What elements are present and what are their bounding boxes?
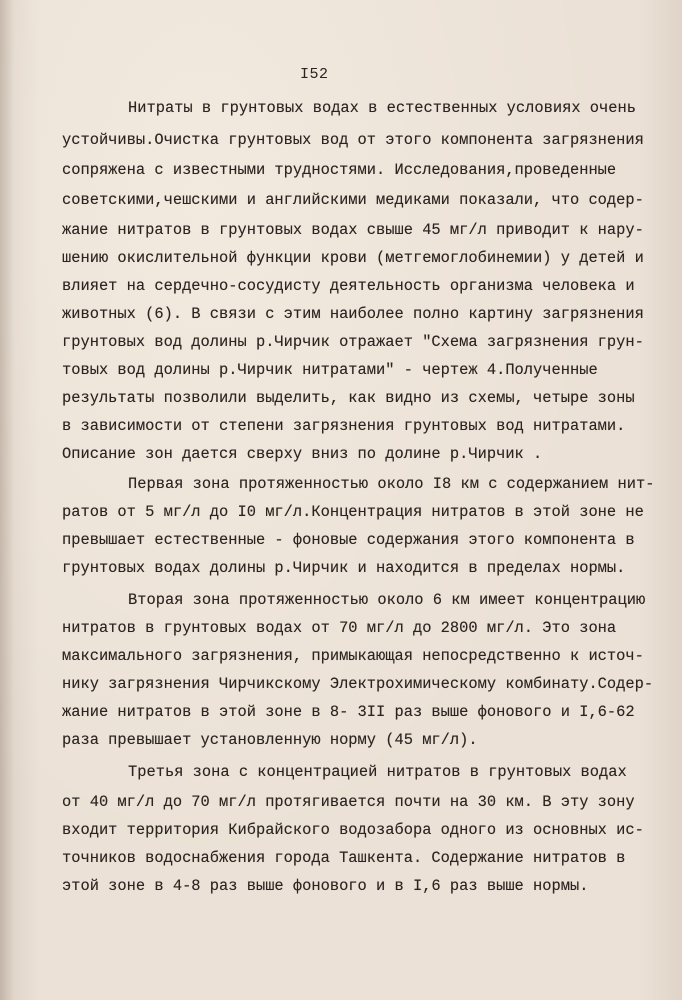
text-line: входит территория Кибрайского водозабора одного из основных ис- — [62, 821, 644, 839]
text-line: грунтовых водах долины р.Чирчик и находится в пределах нормы. — [62, 559, 626, 577]
text-line: жание нитратов в этой зоне в 8- 3II раз выше фонового и I,6-62 — [62, 703, 635, 721]
text-line: в зависимости от степени загрязнения грунтовых вод нитратами. — [62, 417, 626, 435]
text-line: шению окислительной функции крови (метгемоглобинемии) у детей и — [62, 249, 644, 267]
text-line: Третья зона с концентрацией нитратов в грунтовых водах — [128, 763, 627, 781]
text-line: Описание зон дается сверху вниз по долине р.Чирчик . — [62, 445, 543, 463]
text-line: Первая зона протяженностью около I8 км с содержанием нит- — [128, 475, 655, 493]
text-line: Нитраты в грунтовых водах в естественных условиях очень — [128, 99, 636, 117]
text-line: ратов от 5 мг/л до I0 мг/л.Концентрация нитратов в этой зоне не — [62, 503, 644, 521]
text-line: этой зоне в 4-8 раз выше фонового и в I,6 раз выше нормы. — [62, 877, 589, 895]
text-line: нику загрязнения Чирчикскому Электрохимическому комбинату.Содер- — [62, 675, 654, 693]
text-line: раза превышает установленную норму (45 мг/л). — [62, 731, 478, 749]
text-line: влияет на сердечно-сосудисту деятельность организма человека и — [62, 277, 635, 295]
text-line: жание нитратов в грунтовых водах свыше 45 мг/л приводит к нару- — [62, 221, 644, 239]
text-line: советскими,чешскими и английскими медиками показали, что содер- — [62, 191, 644, 209]
text-line: грунтовых вод долины р.Чирчик отражает "Схема загрязнения грун- — [62, 333, 644, 351]
text-line: превышает естественные - фоновые содержания этого компонента в — [62, 531, 635, 549]
text-line: сопряжена с известными трудностями. Исследования,проведенные — [62, 161, 617, 179]
text-line: результаты позволили выделить, как видно из схемы, четыре зоны — [62, 389, 635, 407]
text-line: нитратов в грунтовых водах от 70 мг/л до 2800 мг/л. Это зона — [62, 619, 617, 637]
text-line: точников водоснабжения города Ташкента. Содержание нитратов в — [62, 849, 626, 867]
text-line: максимального загрязнения, примыкающая непосредственно к источ- — [62, 647, 644, 665]
text-line: устойчивы.Очистка грунтовых вод от этого компонента загрязнения — [62, 131, 644, 149]
binding-shadow — [0, 0, 14, 1000]
page-number: I52 — [300, 66, 329, 83]
text-line: товых вод долины р.Чирчик нитратами" - чертеж 4.Полученные — [62, 361, 598, 379]
text-line: животных (6). В связи с этим наиболее полно картину загрязнения — [62, 305, 644, 323]
text-line: от 40 мг/л до 70 мг/л протягивается почти на 30 км. В эту зону — [62, 793, 635, 811]
text-line: Вторая зона протяженностью около 6 км имеет концентрацию — [128, 591, 646, 609]
